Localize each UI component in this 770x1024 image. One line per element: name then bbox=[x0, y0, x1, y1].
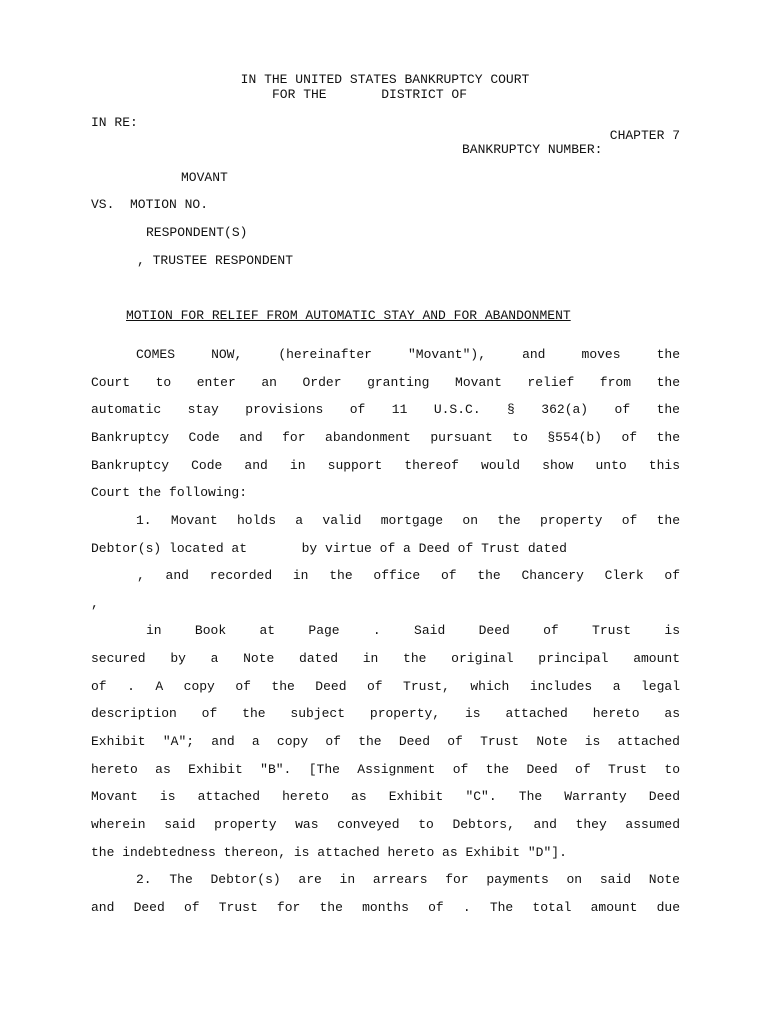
body-line: secured by a Note dated in the original principal amount bbox=[91, 651, 680, 666]
body-line: automatic stay provisions of 11 U.S.C. § 362(a) of the bbox=[91, 402, 680, 417]
vs-motion-label: VS. MOTION NO. bbox=[91, 197, 209, 212]
in-re-label: IN RE: bbox=[91, 115, 138, 130]
movant-label: MOVANT bbox=[181, 170, 228, 185]
body-line: 1. Movant holds a valid mortgage on the property of the bbox=[136, 513, 680, 528]
body-line: Exhibit "A"; and a copy of the Deed of Trust Note is attached bbox=[91, 734, 680, 749]
bankruptcy-number-label: BANKRUPTCY NUMBER: bbox=[462, 142, 603, 157]
respondents-label: RESPONDENT(S) bbox=[146, 225, 248, 240]
court-heading-line1: IN THE UNITED STATES BANKRUPTCY COURT bbox=[240, 72, 530, 87]
body-line: , bbox=[91, 596, 99, 611]
body-line: , and recorded in the office of the Chancery Clerk of bbox=[137, 568, 680, 583]
body-line: wherein said property was conveyed to Debtors, and they assumed bbox=[91, 817, 680, 832]
body-line: Movant is attached hereto as Exhibit "C". The Warranty Deed bbox=[91, 789, 680, 804]
body-line: Bankruptcy Code and in support thereof would show unto this bbox=[91, 458, 680, 473]
motion-title: MOTION FOR RELIEF FROM AUTOMATIC STAY AND FOR ABANDONMENT bbox=[126, 308, 571, 323]
chapter-label: CHAPTER 7 bbox=[609, 128, 680, 143]
body-line: hereto as Exhibit "B". [The Assignment of the Deed of Trust to bbox=[91, 762, 680, 777]
body-line: Debtor(s) located at by virtue of a Deed of Trust dated bbox=[91, 541, 567, 556]
body-line: Court the following: bbox=[91, 485, 248, 500]
body-line: description of the subject property, is attached hereto as bbox=[91, 706, 680, 721]
body-line: of . A copy of the Deed of Trust, which includes a legal bbox=[91, 679, 680, 694]
court-heading-line2: FOR THE DISTRICT OF bbox=[272, 87, 468, 102]
body-line: and Deed of Trust for the months of . The total amount due bbox=[91, 900, 680, 915]
body-line: 2. The Debtor(s) are in arrears for payments on said Note bbox=[136, 872, 680, 887]
body-line: Court to enter an Order granting Movant relief from the bbox=[91, 375, 680, 390]
body-line: the indebtedness thereon, is attached hereto as Exhibit "D"]. bbox=[91, 845, 567, 860]
body-line: COMES NOW, (hereinafter "Movant"), and moves the bbox=[136, 347, 680, 362]
body-line: in Book at Page . Said Deed of Trust is bbox=[146, 623, 680, 638]
trustee-label: , TRUSTEE RESPONDENT bbox=[137, 253, 294, 268]
body-line: Bankruptcy Code and for abandonment pursuant to §554(b) of the bbox=[91, 430, 680, 445]
